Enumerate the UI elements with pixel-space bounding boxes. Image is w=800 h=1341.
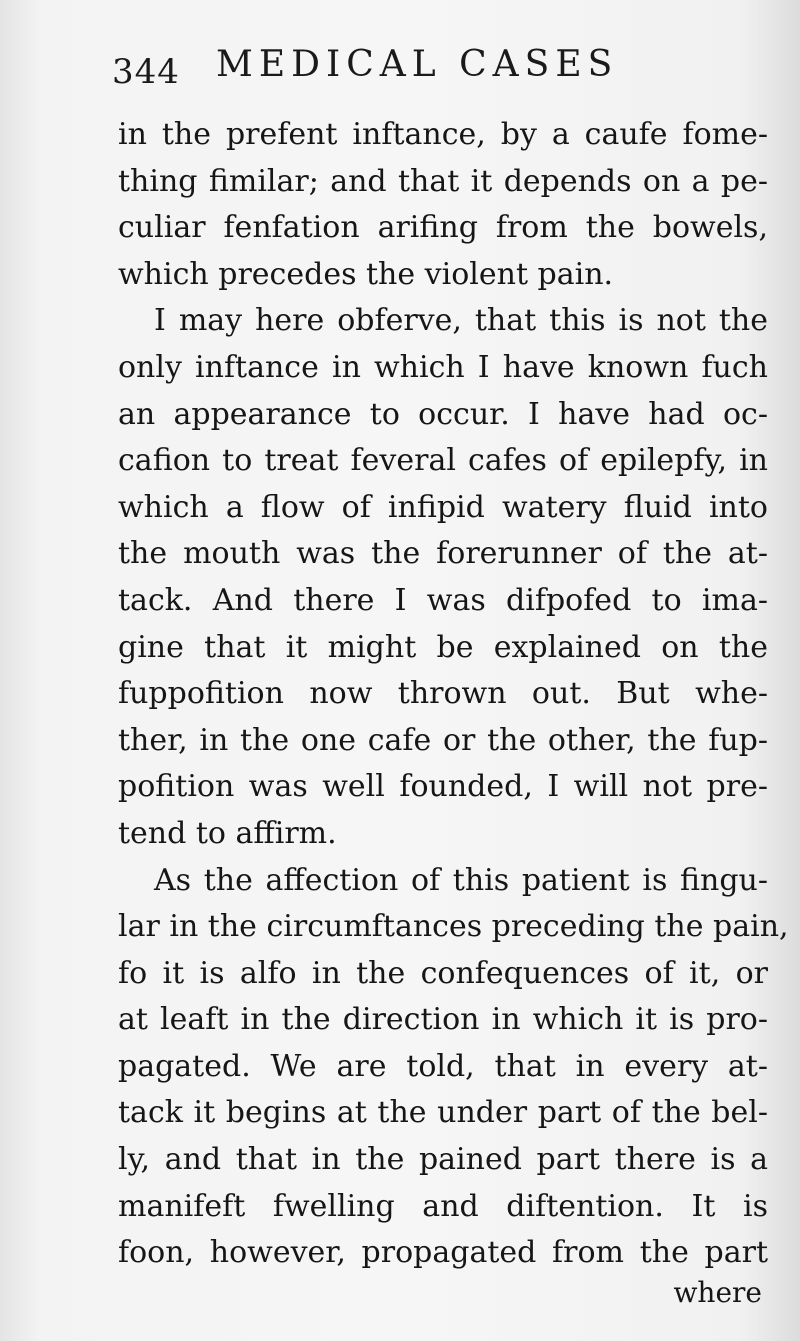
text-line: pofition was well founded, I will not pre-: [118, 769, 768, 805]
text-line: the mouth was the forerunner of the at-: [118, 536, 768, 572]
text-line: culiar fenfation arifing from the bowels,: [118, 210, 768, 246]
text-line: which precedes the violent pain.: [118, 256, 614, 292]
text-line: manifeft fwelling and diftention. It is: [118, 1188, 768, 1224]
text-line: fuppofition now thrown out. But whe-: [118, 676, 768, 712]
text-line: I may here obferve, that this is not the: [154, 303, 768, 339]
text-line: pagated. We are told, that in every at-: [118, 1048, 768, 1084]
catchword: where: [673, 1276, 762, 1309]
text-line: As the affection of this patient is fingu-: [154, 862, 768, 898]
text-line: in the prefent inftance, by a caufe fome-: [118, 117, 768, 152]
text-line: gine that it might be explained on the: [118, 629, 768, 665]
body-text: [118, 112, 789, 1277]
text-line: tend to affirm.: [118, 815, 337, 851]
text-line: tack. And there I was difpofed to ima-: [118, 582, 768, 618]
text-line: cafion to treat feveral cafes of epilepfy, in: [118, 443, 768, 479]
text-line: an appearance to occur. I have had oc-: [118, 396, 768, 432]
page-number: 344: [112, 52, 180, 92]
text-line: thing fimilar; and that it depends on a pe-: [118, 163, 768, 199]
text-line: ly, and that in the pained part there is a: [118, 1142, 768, 1178]
text-line: fo it is alfo in the confequences of it, or: [118, 955, 768, 991]
page-header: [112, 38, 772, 98]
text-line: at leaft in the direction in which it is pro-: [118, 1002, 768, 1038]
running-title: MEDICAL CASES: [216, 44, 619, 85]
text-line: ther, in the one cafe or the other, the fup-: [118, 722, 768, 758]
text-line: lar in the circumftances preceding the pain,: [118, 909, 789, 945]
text-line: which a flow of infipid watery fluid into: [118, 489, 768, 525]
text-line: tack it begins at the under part of the bel-: [118, 1095, 768, 1131]
text-line: foon, however, propagated from the part: [118, 1235, 768, 1271]
text-line: only inftance in which I have known fuch: [118, 349, 768, 385]
